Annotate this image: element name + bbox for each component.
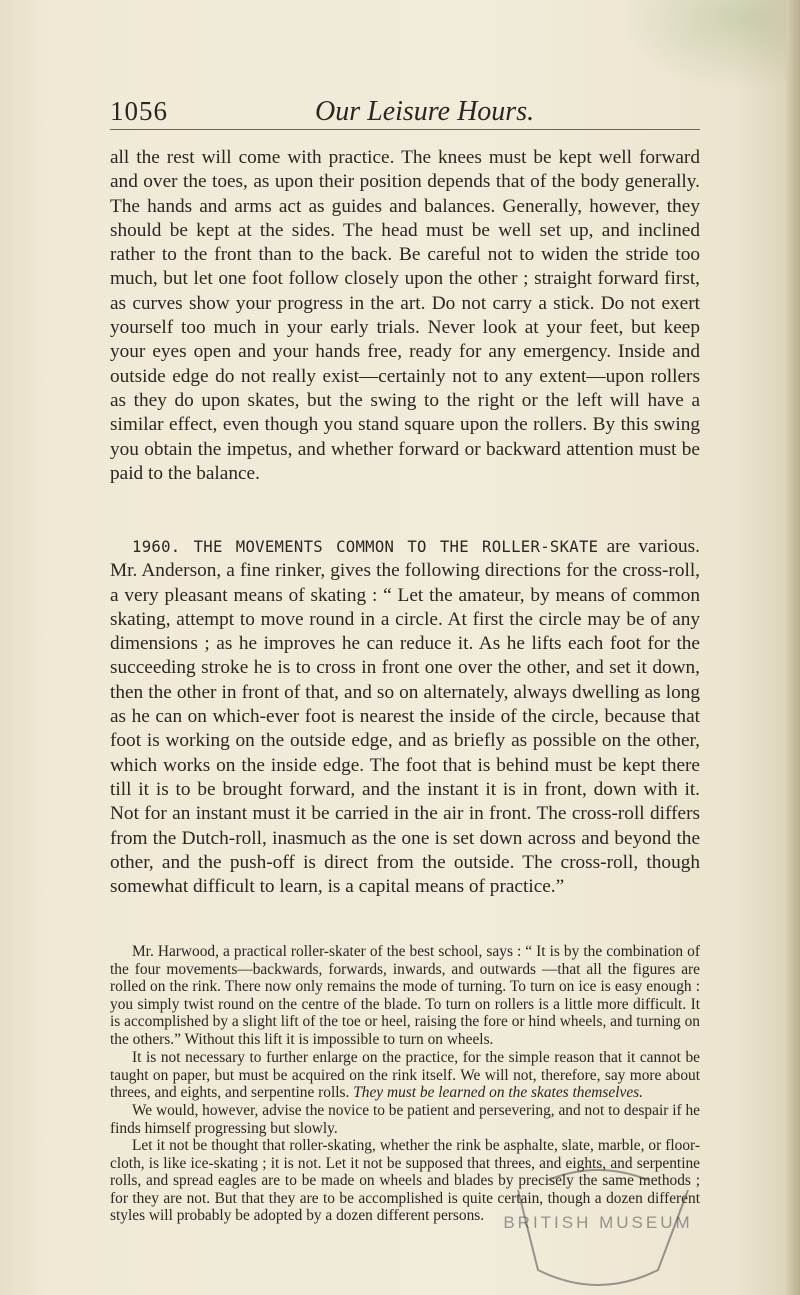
running-title: Our Leisure Hours. <box>315 96 535 127</box>
stamp-top-arc <box>548 1170 648 1180</box>
section-heading: 1960. THE MOVEMENTS COMMON TO THE ROLLER-SKATE <box>132 538 599 556</box>
paragraph-practice-rink-text: It is not necessary to further enlarge on the practice, for the simple reason that it cannot be taught on paper, but must be acquired on the rink itself. We will not, therefore, say more about threes, and eights, and serpentine rolls. <box>110 1049 700 1101</box>
italic-sentence: They must be learned on the skates themselves. <box>353 1084 644 1101</box>
paragraph-cross-roll <box>110 535 700 899</box>
page-number: 1056 <box>110 96 168 126</box>
paper-stain <box>620 0 800 90</box>
header-rule <box>110 129 700 130</box>
paragraph-methods: Let it not be thought that roller-skating, whether the rink be asphalte, slate, marble, or floor-cloth, is like ice-skating ; it is not. Let it not be supposed that threes, and eights, and serpentine rolls, and spread eagles are to be made on wheels and blades by precisely the same methods ; for they are not. But that they are to be accomplished is quite certain, though a dozen different styles will probably be adopted by a dozen different persons. <box>110 1137 700 1224</box>
library-stamp <box>498 1160 698 1295</box>
paragraph-patience: We would, however, advise the novice to be patient and persevering, and not to despair if he finds himself progressing but slowly. <box>110 1102 700 1137</box>
stamp-outline <box>518 1190 688 1285</box>
page-header <box>110 96 700 136</box>
paragraph-practice-rink <box>110 1049 700 1102</box>
stamp-text: BRITISH MUSEUM <box>503 1213 693 1232</box>
paragraph-cross-roll-text: are various. Mr. Anderson, a fine rinker, gives the following directions for the cross-roll, a very pleasant means of skating : “ Let the amateur, by means of common skating, attempt to move round in a circle. At first the circle may be of any dimensions ; as he improves he can reduce it. As he lifts each foot for the succeeding stroke he is to cross in front one over the other, and set it down, then the other in front of that, and so on alternately, always dwelling as long as he can on which-ever foot is nearest the inside of the circle, because that foot is working on the outside edge, and as briefly as possible on the other, which works on the inside edge. The foot that is behind must be kept there till it is to be brought forward, and the instant it is in front, down with it. Not for an instant must it be carried in the air in front. The cross-roll differs from the Dutch-roll, inasmuch as the one is set down across and beyond the other, and the push-off is direct from the outside. The cross-roll, though somewhat difficult to learn, is a capital means of practice.” <box>110 536 700 898</box>
page-edge-shadow <box>786 0 800 1295</box>
paragraph-harwood: Mr. Harwood, a practical roller-skater of the best school, says : “ It is by the combination of the four movements—backwards, forwards, inwards, and outwards —that all the figures are rolled on the rink. There now only remains the mode of turning. To turn on ice is easy enough : you simply twist round on the centre of the blade. To turn on rollers is a little more difficult. It is accomplished by a slight lift of the toe or heel, raising the fore or hind wheels, and turning on the others.” Without this lift it is impossible to turn on wheels. <box>110 943 700 1048</box>
paragraph-practice-tips: all the rest will come with practice. The knees must be kept well forward and over the toes, as upon their position depends that of the body generally. The hands and arms act as guides and balances. Generally, however, they should be kept at the sides. The head must be well set up, and inclined rather to the front than to the back. Be careful not to widen the stride too much, but let one foot follow closely upon the other ; straight forward first, as curves show your progress in the art. Do not carry a stick. Do not exert yourself too much in your early trials. Never look at your feet, but keep your eyes open and your hands free, ready for any emergency. Inside and outside edge do not really exist—certainly not to any extent—upon rollers as they do upon skates, but the swing to the right or the left will have a similar effect, even though you stand square upon the rollers. By this swing you obtain the impetus, and whether forward or backward attention must be paid to the balance. <box>110 147 700 484</box>
